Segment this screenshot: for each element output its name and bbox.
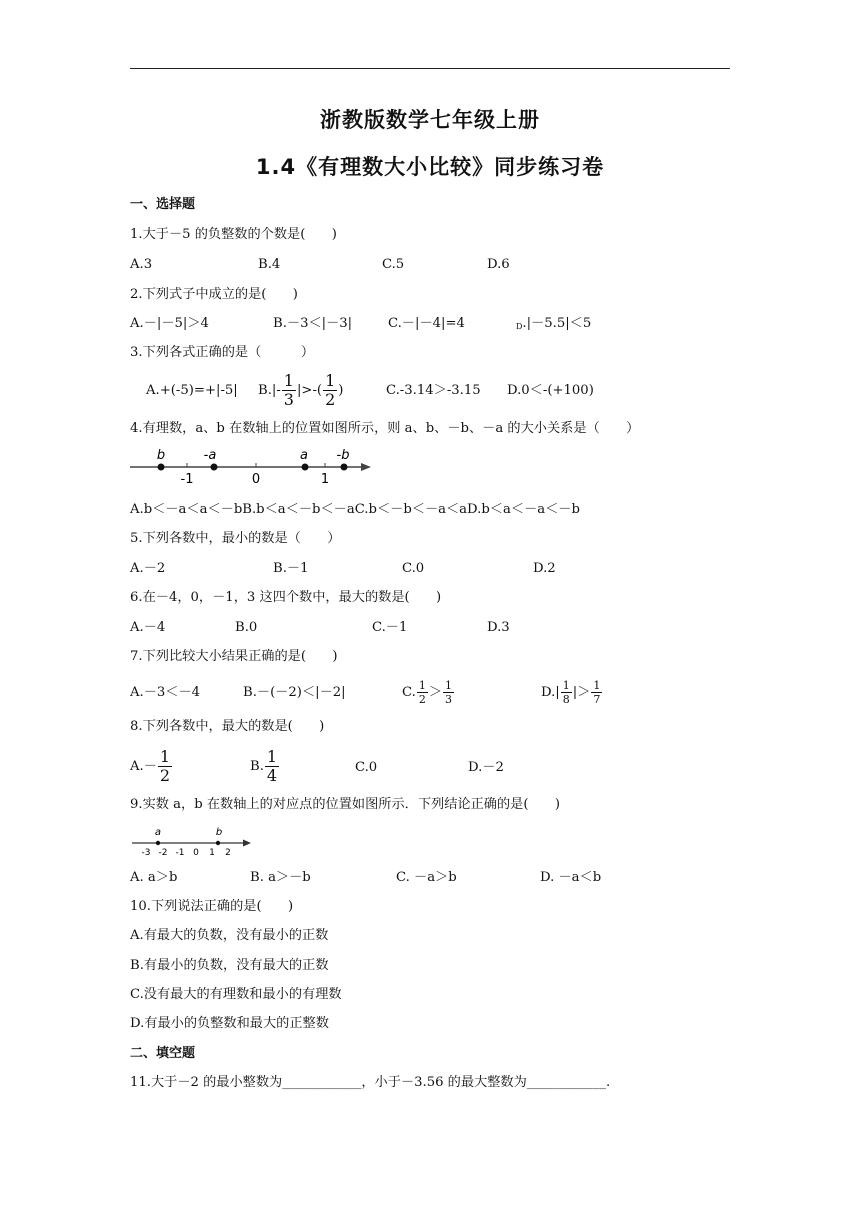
question-9-option-d: D. －a＜b	[540, 870, 602, 885]
label-neg-b: -b	[336, 448, 350, 463]
label-a: a	[300, 448, 308, 463]
question-4-number-line	[128, 444, 373, 486]
tick-label: 1	[209, 848, 215, 858]
fraction-numerator: 1	[418, 679, 426, 692]
question-6-option-c: C.－1	[372, 620, 408, 635]
question-6-option-a: A.－4	[130, 620, 166, 635]
question-5-option-a: A.－2	[130, 561, 166, 576]
question-10-option-b: B.有最小的负数，没有最大的正数	[130, 958, 329, 973]
question-6-stem: 6.在－4，0，－1，3 这四个数中，最大的数是( )	[130, 590, 442, 605]
fraction-denominator: 3	[445, 693, 452, 706]
question-9-option-a: A. a＞b	[130, 870, 178, 885]
fraction-denominator: 3	[283, 390, 294, 409]
question-2-option-d-text: .|－5.5|＜5	[522, 316, 592, 331]
tick-label: -1	[180, 472, 194, 486]
tick-label: -1	[175, 848, 185, 858]
fraction-numerator: 1	[159, 747, 171, 766]
question-10-option-a: A.有最大的负数，没有最小的正数	[130, 928, 329, 943]
question-5-option-c: C.0	[402, 561, 425, 576]
question-10-option-d: D.有最小的负整数和最大的正整数	[130, 1016, 329, 1031]
fraction-numerator: 1	[593, 679, 601, 692]
tick-label: -3	[141, 848, 151, 858]
question-6-option-b: B.0	[235, 620, 258, 635]
fraction-denominator: 7	[593, 693, 601, 706]
question-6-option-d: D.3	[487, 620, 510, 635]
question-10-stem: 10.下列说法正确的是( )	[130, 899, 294, 914]
fraction-denominator: 2	[159, 766, 171, 785]
fraction	[282, 373, 296, 408]
fraction	[265, 749, 279, 784]
question-3-option-d: D.0＜-(+100)	[507, 383, 594, 398]
question-5-option-d: D.2	[533, 561, 556, 576]
point-b	[158, 464, 165, 471]
label-b: b	[156, 448, 166, 463]
section-heading-choice: 一、选择题	[130, 197, 196, 212]
question-3-option-c: C.-3.14＞-3.15	[386, 383, 481, 398]
label-neg-a: -a	[203, 448, 217, 463]
question-8-stem: 8.下列各数中，最大的数是( )	[130, 719, 325, 734]
question-11-end: .	[605, 1075, 611, 1090]
question-11	[130, 1074, 610, 1092]
fraction	[417, 680, 428, 705]
tick-label: 2	[225, 848, 231, 858]
question-11-text-1: 11.大于－2 的最小整数为	[130, 1075, 283, 1090]
tick-label: 0	[251, 472, 261, 486]
question-2-option-b: B.－3＜|－3|	[273, 316, 353, 331]
question-2-option-d	[516, 315, 591, 336]
question-5-option-b: B.－1	[273, 561, 309, 576]
fraction	[323, 373, 337, 408]
answer-blank-2[interactable]: ____________	[526, 1075, 606, 1090]
fraction-numerator: 1	[266, 747, 278, 766]
point-b	[216, 841, 220, 845]
question-1-stem: 1.大于－5 的负整数的个数是( )	[130, 227, 337, 242]
question-3-option-b-mid: |>-(	[296, 383, 323, 398]
fraction-denominator: 2	[325, 390, 336, 409]
question-7-option-c-operator: ＞	[428, 685, 442, 700]
question-8-option-a-prefix: A.－	[130, 759, 157, 774]
question-8-option-b-prefix: B.	[250, 759, 264, 774]
question-2-option-c: C.－|－4|=4	[388, 316, 465, 331]
question-3-option-a: A.+(-5)=+|-5|	[146, 383, 238, 398]
question-9-stem: 9.实数 a，b 在数轴上的对应点的位置如图所示．下列结论正确的是( )	[130, 797, 560, 812]
label-a: a	[154, 827, 162, 838]
question-1-option-d: D.6	[487, 257, 510, 272]
header-rule	[130, 68, 730, 69]
fraction	[443, 680, 454, 705]
question-7-option-d	[541, 676, 603, 710]
fraction-numerator: 1	[562, 679, 570, 692]
label-b: b	[215, 827, 223, 838]
fraction-denominator: 4	[266, 766, 278, 785]
answer-blank-1[interactable]: ____________	[282, 1075, 362, 1090]
question-1-option-c: C.5	[382, 257, 405, 272]
question-7-option-d-operator: |＞	[572, 685, 591, 700]
question-8-option-d: D.－2	[468, 760, 504, 775]
question-7-option-c-letter: C.	[402, 685, 416, 700]
question-7-option-d-prefix: D.|	[541, 685, 560, 700]
question-2-option-d-letter: D	[516, 322, 523, 331]
question-3-option-b	[258, 371, 343, 411]
point-neg-b	[341, 464, 348, 471]
question-3-option-b-prefix: B.|-	[258, 383, 281, 398]
fraction	[561, 680, 572, 705]
question-8-option-a	[130, 747, 173, 787]
fraction-numerator: 1	[325, 371, 336, 390]
page-subtitle: 1.4《有理数大小比较》同步练习卷	[255, 155, 605, 179]
question-4-options: A.b＜－a＜a＜－bB.b＜a＜－b＜－aC.b＜－b＜－a＜aD.b＜a＜－a＜－b	[130, 502, 580, 517]
question-8-option-b	[250, 747, 280, 787]
point-a	[156, 841, 160, 845]
tick-label: 0	[193, 848, 199, 858]
fraction-numerator: 1	[283, 371, 294, 390]
question-11-text-2: ，小于－3.56 的最大整数为	[361, 1075, 527, 1090]
question-5-stem: 5.下列各数中，最小的数是（ ）	[130, 531, 341, 546]
axis-arrow-icon	[361, 463, 371, 471]
question-8-option-c: C.0	[355, 760, 378, 775]
question-2-stem: 2.下列式子中成立的是( )	[130, 287, 298, 302]
question-3-option-b-suffix: )	[338, 383, 344, 398]
question-4-stem: 4.有理数，a、b 在数轴上的位置如图所示，则 a、b、－b、－a 的大小关系是（ ）	[130, 421, 640, 436]
question-9-option-c: C. －a＞b	[396, 870, 457, 885]
question-2-option-a: A.－|－5|＞4	[130, 316, 209, 331]
question-1-option-a: A.3	[130, 257, 153, 272]
page-title: 浙教版数学七年级上册	[320, 108, 540, 132]
fraction-denominator: 8	[562, 693, 570, 706]
question-9-option-b: B. a＞－b	[250, 870, 311, 885]
question-7-option-b: B.－(－2)＜|－2|	[243, 685, 346, 700]
fraction	[158, 749, 172, 784]
question-7-stem: 7.下列比较大小结果正确的是( )	[130, 649, 338, 664]
question-1-option-b: B.4	[258, 257, 281, 272]
point-neg-a	[211, 464, 218, 471]
point-a	[302, 464, 309, 471]
section-heading-fill: 二、填空题	[130, 1046, 196, 1061]
question-9-number-line	[130, 823, 254, 859]
question-10-option-c: C.没有最大的有理数和最小的有理数	[130, 987, 342, 1002]
question-3-stem: 3.下列各式正确的是（ ）	[130, 345, 315, 360]
fraction-denominator: 2	[418, 693, 426, 706]
tick-label: 1	[320, 472, 330, 486]
fraction-numerator: 1	[445, 679, 452, 692]
question-7-option-c	[402, 676, 455, 710]
tick-label: -2	[158, 848, 168, 858]
question-7-option-a: A.－3＜－4	[130, 685, 201, 700]
axis-arrow-icon	[243, 840, 251, 847]
fraction	[591, 680, 602, 705]
